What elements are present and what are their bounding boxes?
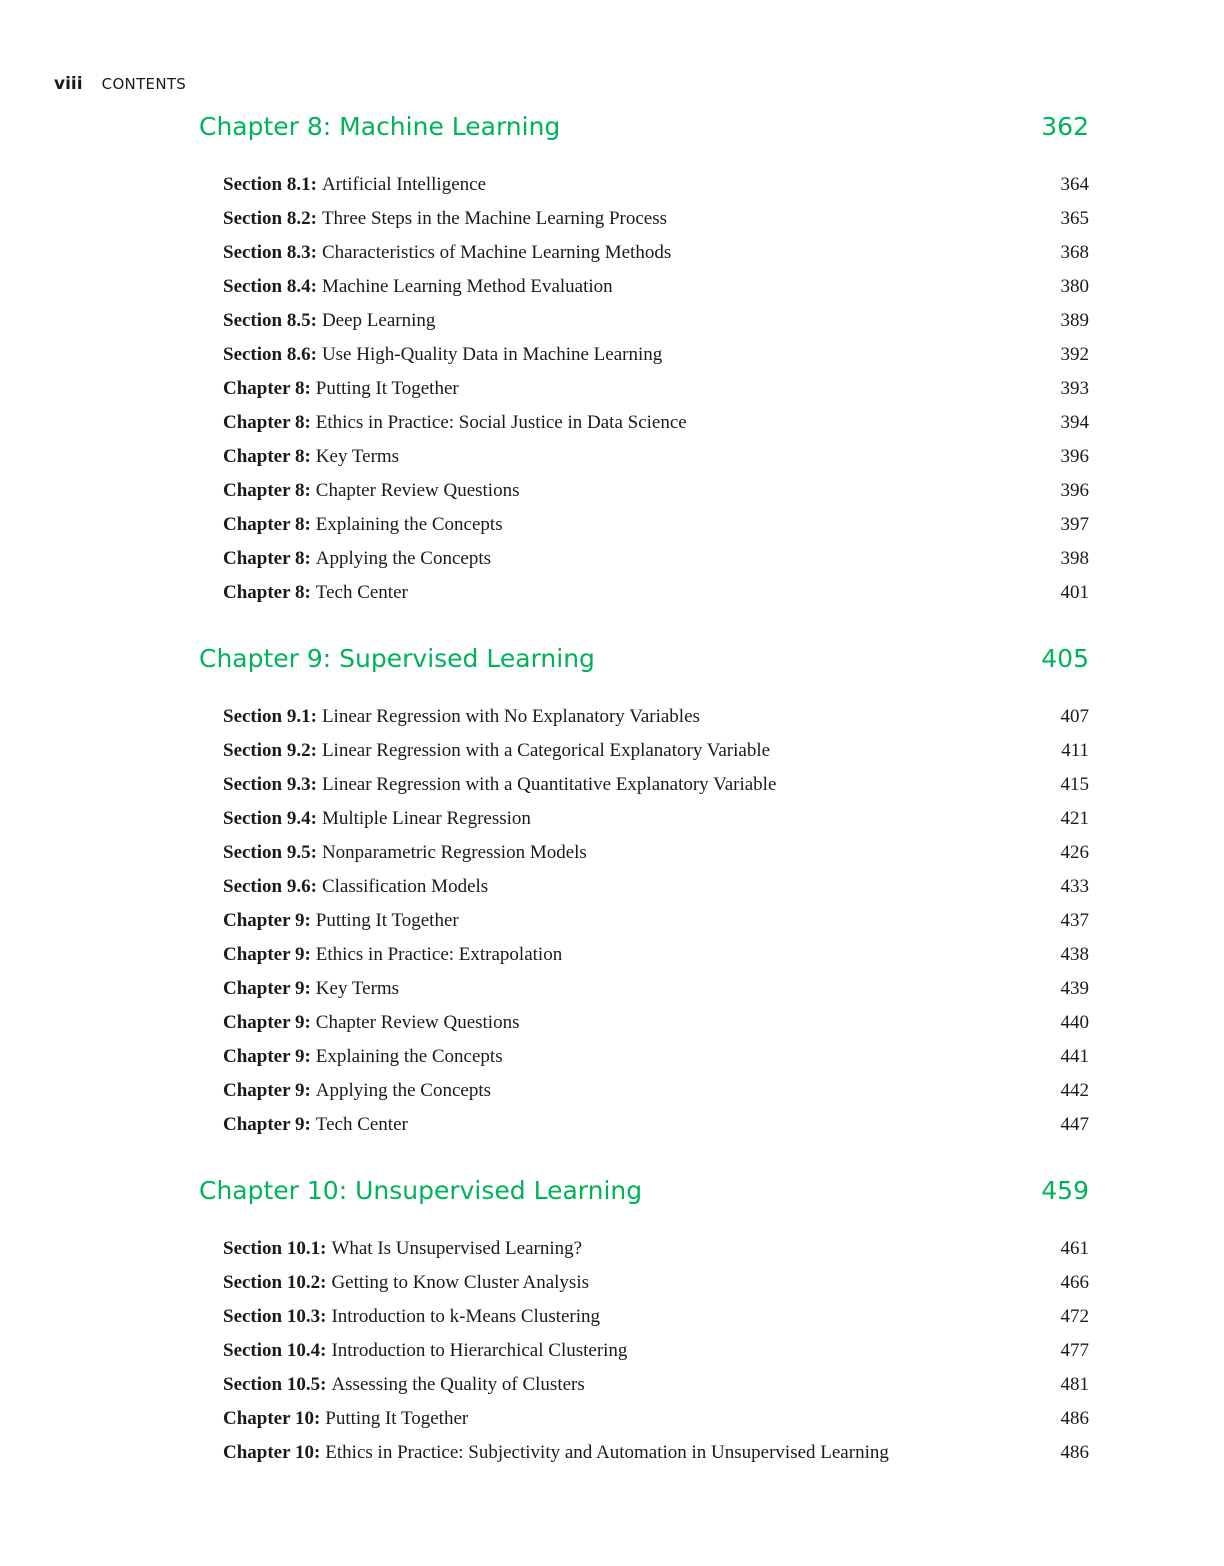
entry-prefix: Chapter 8: xyxy=(223,548,311,569)
entry-title: Nonparametric Regression Models xyxy=(321,842,587,863)
chapter-entries xyxy=(199,700,1089,1142)
toc-entry[interactable] xyxy=(223,870,1089,904)
entry-text xyxy=(223,768,776,802)
entry-page-number: 407 xyxy=(1060,706,1089,727)
entry-page-number: 442 xyxy=(1060,1080,1089,1101)
chapter-heading[interactable] xyxy=(199,112,1089,160)
entry-prefix: Section 10.1: xyxy=(223,1238,327,1259)
entry-page-number: 389 xyxy=(1060,310,1089,331)
entry-page-number: 477 xyxy=(1060,1340,1089,1361)
entry-prefix: Chapter 9: xyxy=(223,1114,311,1135)
toc-entry[interactable] xyxy=(223,1040,1089,1074)
entry-page-number: 461 xyxy=(1060,1238,1089,1259)
entry-page-number: 398 xyxy=(1060,548,1089,569)
toc-entry[interactable] xyxy=(223,972,1089,1006)
entry-title: Three Steps in the Machine Learning Process xyxy=(321,208,667,229)
entry-title: Putting It Together xyxy=(315,910,459,931)
toc-entry[interactable] xyxy=(223,440,1089,474)
toc-entry[interactable] xyxy=(223,168,1089,202)
toc-entry[interactable] xyxy=(223,270,1089,304)
entry-text xyxy=(223,236,671,270)
entry-text xyxy=(223,734,770,768)
entry-text xyxy=(223,576,408,610)
chapter-page-number: 459 xyxy=(1041,1176,1089,1205)
running-head xyxy=(54,74,186,94)
entry-prefix: Chapter 9: xyxy=(223,978,311,999)
entry-text xyxy=(223,202,667,236)
entry-page-number: 447 xyxy=(1060,1114,1089,1135)
entry-title: Characteristics of Machine Learning Methods xyxy=(321,242,672,263)
entry-title: Introduction to k-Means Clustering xyxy=(331,1306,601,1327)
entry-title: Tech Center xyxy=(315,582,408,603)
toc-entry[interactable] xyxy=(223,1402,1089,1436)
chapter-entries xyxy=(199,1232,1089,1470)
entry-prefix: Chapter 10: xyxy=(223,1442,321,1463)
entry-prefix: Chapter 9: xyxy=(223,1012,311,1033)
entry-title: Chapter Review Questions xyxy=(315,1012,520,1033)
entry-text xyxy=(223,1334,627,1368)
toc-entry[interactable] xyxy=(223,202,1089,236)
entry-text xyxy=(223,870,488,904)
entry-title: Classification Models xyxy=(321,876,489,897)
entry-text xyxy=(223,802,531,836)
entry-text xyxy=(223,304,435,338)
entry-title: Linear Regression with No Explanatory Variables xyxy=(321,706,700,727)
toc-entry[interactable] xyxy=(223,406,1089,440)
entry-title: Ethics in Practice: Extrapolation xyxy=(315,944,563,965)
entry-title: Applying the Concepts xyxy=(315,1080,491,1101)
chapter-entries xyxy=(199,168,1089,610)
entry-title: Ethics in Practice: Social Justice in Data Science xyxy=(315,412,687,433)
entry-page-number: 368 xyxy=(1060,242,1089,263)
toc-chapter xyxy=(199,644,1089,1142)
toc-entry[interactable] xyxy=(223,576,1089,610)
chapter-heading[interactable] xyxy=(199,644,1089,692)
entry-page-number: 433 xyxy=(1060,876,1089,897)
entry-text xyxy=(223,1436,889,1470)
toc-entry[interactable] xyxy=(223,1300,1089,1334)
entry-text xyxy=(223,372,459,406)
entry-title: Explaining the Concepts xyxy=(315,514,503,535)
chapter-heading[interactable] xyxy=(199,1176,1089,1224)
entry-title: Chapter Review Questions xyxy=(315,480,520,501)
entry-text xyxy=(223,1368,585,1402)
toc-entry[interactable] xyxy=(223,372,1089,406)
entry-page-number: 397 xyxy=(1060,514,1089,535)
toc-entry[interactable] xyxy=(223,1334,1089,1368)
toc-chapter xyxy=(199,1176,1089,1470)
entry-page-number: 486 xyxy=(1060,1442,1089,1463)
entry-prefix: Section 9.3: xyxy=(223,774,317,795)
chapter-title[interactable]: Chapter 10: Unsupervised Learning xyxy=(199,1176,643,1205)
entry-prefix: Section 8.3: xyxy=(223,242,317,263)
toc-entry[interactable] xyxy=(223,700,1089,734)
entry-prefix: Section 8.4: xyxy=(223,276,317,297)
entry-page-number: 426 xyxy=(1060,842,1089,863)
entry-page-number: 365 xyxy=(1060,208,1089,229)
entry-text xyxy=(223,700,700,734)
entry-prefix: Chapter 8: xyxy=(223,480,311,501)
entry-title: Linear Regression with a Quantitative Explanatory Variable xyxy=(321,774,777,795)
entry-text xyxy=(223,904,459,938)
toc-entry[interactable] xyxy=(223,508,1089,542)
entry-prefix: Chapter 8: xyxy=(223,446,311,467)
entry-prefix: Chapter 10: xyxy=(223,1408,321,1429)
entry-text xyxy=(223,1300,600,1334)
toc-entry[interactable] xyxy=(223,1368,1089,1402)
chapter-page-number: 405 xyxy=(1041,644,1089,673)
entry-page-number: 394 xyxy=(1060,412,1089,433)
table-of-contents xyxy=(199,112,1089,1504)
entry-title: Deep Learning xyxy=(321,310,436,331)
entry-page-number: 440 xyxy=(1060,1012,1089,1033)
entry-page-number: 439 xyxy=(1060,978,1089,999)
entry-page-number: 364 xyxy=(1060,174,1089,195)
entry-title: Tech Center xyxy=(315,1114,408,1135)
toc-chapter xyxy=(199,112,1089,610)
entry-prefix: Section 10.2: xyxy=(223,1272,327,1293)
entry-text xyxy=(223,338,662,372)
entry-page-number: 401 xyxy=(1060,582,1089,603)
entry-page-number: 392 xyxy=(1060,344,1089,365)
entry-prefix: Chapter 9: xyxy=(223,944,311,965)
toc-entry[interactable] xyxy=(223,1006,1089,1040)
entry-prefix: Section 9.6: xyxy=(223,876,317,897)
entry-page-number: 421 xyxy=(1060,808,1089,829)
entry-page-number: 481 xyxy=(1060,1374,1089,1395)
chapter-title[interactable]: Chapter 8: Machine Learning xyxy=(199,112,561,141)
toc-entry[interactable] xyxy=(223,1074,1089,1108)
entry-title: Machine Learning Method Evaluation xyxy=(321,276,613,297)
entry-page-number: 441 xyxy=(1060,1046,1089,1067)
entry-text xyxy=(223,972,399,1006)
entry-prefix: Section 8.6: xyxy=(223,344,317,365)
entry-title: Ethics in Practice: Subjectivity and Automation in Unsupervised Learning xyxy=(325,1442,889,1463)
entry-text xyxy=(223,1074,491,1108)
entry-text xyxy=(223,440,399,474)
toc-entry[interactable] xyxy=(223,734,1089,768)
toc-entry[interactable] xyxy=(223,1436,1089,1470)
entry-title: Key Terms xyxy=(315,978,400,999)
entry-title: Introduction to Hierarchical Clustering xyxy=(331,1340,628,1361)
toc-entry[interactable] xyxy=(223,904,1089,938)
entry-text xyxy=(223,1266,589,1300)
entry-prefix: Section 8.2: xyxy=(223,208,317,229)
entry-prefix: Section 10.4: xyxy=(223,1340,327,1361)
entry-text xyxy=(223,508,503,542)
toc-entry[interactable] xyxy=(223,1266,1089,1300)
entry-prefix: Section 9.2: xyxy=(223,740,317,761)
entry-page-number: 396 xyxy=(1060,480,1089,501)
toc-entry[interactable] xyxy=(223,938,1089,972)
toc-entry[interactable] xyxy=(223,836,1089,870)
entry-text xyxy=(223,168,486,202)
entry-text xyxy=(223,1040,503,1074)
entry-page-number: 396 xyxy=(1060,446,1089,467)
entry-text xyxy=(223,542,491,576)
entry-title: Applying the Concepts xyxy=(315,548,491,569)
entry-page-number: 393 xyxy=(1060,378,1089,399)
entry-page-number: 466 xyxy=(1060,1272,1089,1293)
toc-entry[interactable] xyxy=(223,768,1089,802)
entry-page-number: 472 xyxy=(1060,1306,1089,1327)
toc-entry[interactable] xyxy=(223,1108,1089,1142)
entry-text xyxy=(223,474,519,508)
chapter-title[interactable]: Chapter 9: Supervised Learning xyxy=(199,644,595,673)
entry-page-number: 486 xyxy=(1060,1408,1089,1429)
page-number: viii xyxy=(54,74,83,94)
entry-prefix: Section 9.4: xyxy=(223,808,317,829)
entry-text xyxy=(223,406,687,440)
toc-entry[interactable] xyxy=(223,338,1089,372)
entry-prefix: Section 9.1: xyxy=(223,706,317,727)
running-head-label: CONTENTS xyxy=(101,75,187,93)
entry-title: Artificial Intelligence xyxy=(321,174,486,195)
toc-entry[interactable] xyxy=(223,542,1089,576)
entry-prefix: Chapter 8: xyxy=(223,412,311,433)
entry-title: Linear Regression with a Categorical Explanatory Variable xyxy=(321,740,771,761)
chapter-page-number: 362 xyxy=(1041,112,1089,141)
entry-text xyxy=(223,1108,408,1142)
entry-prefix: Section 8.5: xyxy=(223,310,317,331)
entry-prefix: Section 8.1: xyxy=(223,174,317,195)
toc-entry[interactable] xyxy=(223,474,1089,508)
entry-prefix: Chapter 8: xyxy=(223,514,311,535)
toc-entry[interactable] xyxy=(223,304,1089,338)
entry-prefix: Chapter 9: xyxy=(223,910,311,931)
entry-title: What Is Unsupervised Learning? xyxy=(331,1238,583,1259)
entry-page-number: 415 xyxy=(1060,774,1089,795)
entry-text xyxy=(223,1232,582,1266)
entry-title: Putting It Together xyxy=(315,378,459,399)
entry-page-number: 437 xyxy=(1060,910,1089,931)
entry-prefix: Chapter 9: xyxy=(223,1046,311,1067)
entry-prefix: Section 10.5: xyxy=(223,1374,327,1395)
entry-title: Putting It Together xyxy=(325,1408,469,1429)
entry-text xyxy=(223,270,613,304)
entry-prefix: Chapter 8: xyxy=(223,582,311,603)
entry-title: Use High-Quality Data in Machine Learning xyxy=(321,344,663,365)
entry-prefix: Section 9.5: xyxy=(223,842,317,863)
entry-title: Multiple Linear Regression xyxy=(321,808,531,829)
entry-page-number: 438 xyxy=(1060,944,1089,965)
toc-entry[interactable] xyxy=(223,1232,1089,1266)
toc-entry[interactable] xyxy=(223,236,1089,270)
entry-prefix: Section 10.3: xyxy=(223,1306,327,1327)
entry-prefix: Chapter 8: xyxy=(223,378,311,399)
toc-entry[interactable] xyxy=(223,802,1089,836)
entry-title: Explaining the Concepts xyxy=(315,1046,503,1067)
entry-text xyxy=(223,938,562,972)
entry-text xyxy=(223,1402,468,1436)
entry-text xyxy=(223,1006,519,1040)
entry-text xyxy=(223,836,587,870)
entry-title: Getting to Know Cluster Analysis xyxy=(331,1272,589,1293)
entry-page-number: 411 xyxy=(1061,740,1089,761)
entry-title: Assessing the Quality of Clusters xyxy=(331,1374,585,1395)
entry-title: Key Terms xyxy=(315,446,400,467)
entry-prefix: Chapter 9: xyxy=(223,1080,311,1101)
entry-page-number: 380 xyxy=(1060,276,1089,297)
